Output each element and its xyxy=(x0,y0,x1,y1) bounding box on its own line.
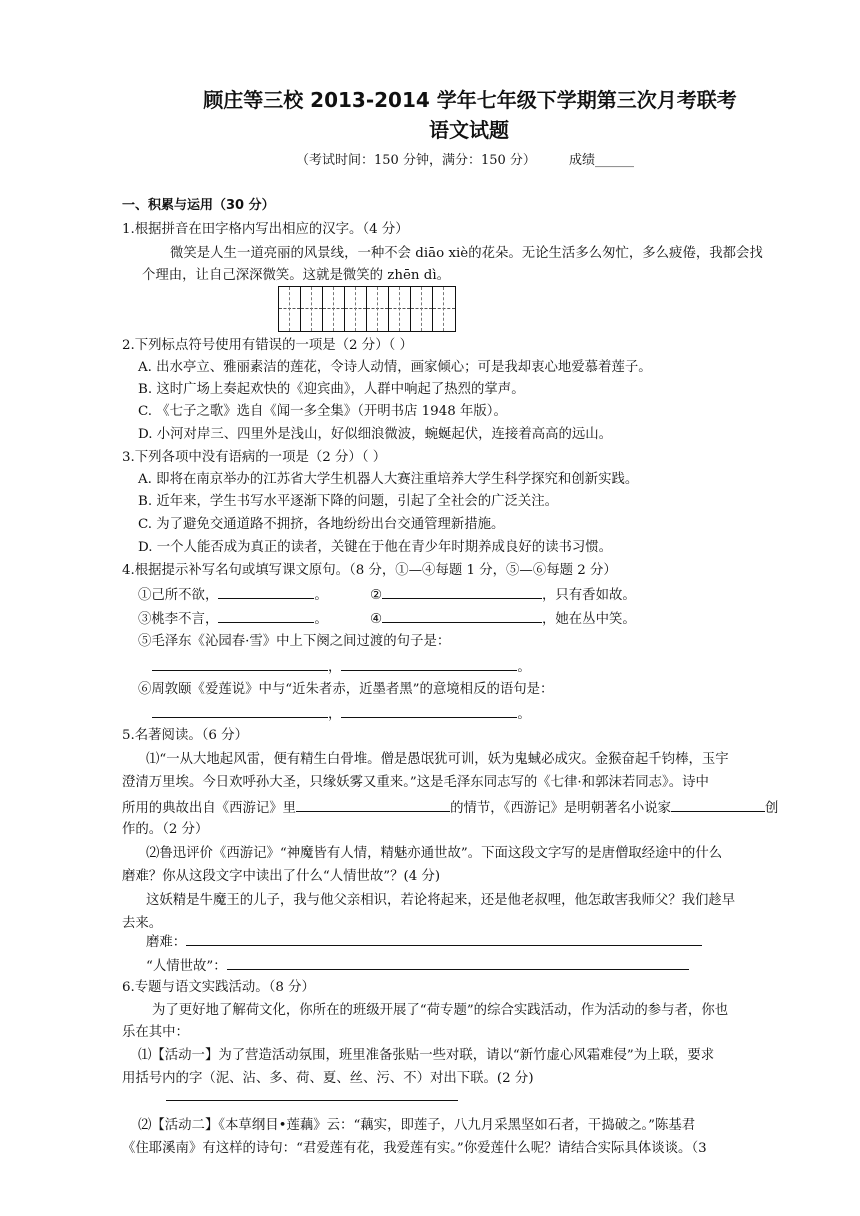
grid-cell[interactable] xyxy=(301,287,323,331)
fill-punct: 。 xyxy=(517,707,531,722)
answer-blank[interactable] xyxy=(671,797,765,812)
option-d: D. 一个人能否成为真正的读者，关键在于他在青少年时期养成良好的读书习惯。 xyxy=(138,540,613,555)
answer-blank[interactable] xyxy=(341,656,517,671)
answer-blank[interactable] xyxy=(218,608,314,623)
answer-label: “人情世故”： xyxy=(146,959,227,974)
fill-item-6-blanks xyxy=(152,703,852,725)
option-d: D. 小河对岸三、四里外是浅山，好似细浪微波，蜿蜒起伏，连接着高高的远山。 xyxy=(138,427,613,442)
exam-info: （考试时间：150 分钟，满分：150 分） 成绩______ xyxy=(296,153,634,168)
passage-line: ⑵鲁迅评价《西游记》“神魔皆有人情，精魅亦通世故”。下面这段文字写的是唐僧取经途中的什么 xyxy=(146,846,723,861)
fill-prompt: ①己所不欲， xyxy=(138,588,219,603)
fill-prompt: ③桃李不言， xyxy=(138,612,219,627)
option-c: C. 为了避免交通道路不拥挤，各地纷纷出台交通管理新措施。 xyxy=(138,517,505,532)
passage-line: 作的。（2 分） xyxy=(122,822,209,837)
fill-punct: 。 xyxy=(517,660,531,675)
activity-intro: 乐在其中： xyxy=(122,1025,189,1040)
activity-1: 用括号内的字（泥、沾、多、荷、夏、丝、污、不）对出下联。(2 分) xyxy=(122,1071,534,1086)
grid-cell[interactable] xyxy=(389,287,411,331)
exam-title: 顾庄等三校 2013-2014 学年七年级下学期第三次月考联考 xyxy=(203,88,737,112)
answer-line[interactable] xyxy=(227,955,689,970)
passage-line: 澄清万里埃。今日欢呼孙大圣，只缘妖雾又重来。”这是毛泽东同志写的《七律·和郭沫若同志》。诗中 xyxy=(122,775,709,790)
question-2-stem: 2.下列标点符号使用有错误的一项是（2 分）（ ） xyxy=(122,338,413,353)
question-6-stem: 6.专题与语文实践活动。（8 分） xyxy=(122,980,315,995)
section-heading: 一、积累与运用（30 分） xyxy=(122,198,275,213)
fill-item-5-blanks xyxy=(152,656,852,678)
option-a: A. 即将在南京举办的江苏省大学生机器人大赛注重培养大学生科学探究和创新实践。 xyxy=(138,472,639,487)
passage-line xyxy=(122,797,822,819)
option-b: B. 这时广场上奏起欢快的《迎宾曲》，人群中响起了热烈的掌声。 xyxy=(138,382,525,397)
passage-text: 所用的典故出自《西游记》里 xyxy=(122,801,297,816)
exam-subject: 语文试题 xyxy=(429,118,509,142)
answer-blank[interactable] xyxy=(152,656,328,671)
option-a: A. 出水亭立、雅丽素洁的莲花，令诗人动情，画家倾心；可是我却衷心地爱慕着莲子。 xyxy=(138,360,652,375)
fill-punct: 。 xyxy=(314,588,328,603)
quoted-passage: 这妖精是牛魔王的儿子，我与他父亲相识，若论将起来，还是他老叔哩，他怎敢害我师父？我们趁早 xyxy=(146,893,736,908)
answer-row-renqing xyxy=(146,955,846,977)
grid-cell[interactable] xyxy=(433,287,455,331)
answer-blank[interactable] xyxy=(218,584,314,599)
fill-suffix: ，只有香如故。 xyxy=(542,588,636,603)
fill-item-2 xyxy=(370,584,860,606)
answer-blank[interactable] xyxy=(296,797,450,812)
fill-item-4 xyxy=(370,608,860,630)
grid-cell[interactable] xyxy=(323,287,345,331)
answer-label: 磨难： xyxy=(146,935,187,950)
answer-blank[interactable] xyxy=(152,703,328,718)
passage-text: 的情节，《西游记》是明朝著名小说家 xyxy=(450,801,672,816)
grid-cell[interactable] xyxy=(367,287,389,331)
fill-punct: 。 xyxy=(314,612,328,627)
question-5-stem: 5.名著阅读。（6 分） xyxy=(122,728,248,743)
fill-prompt: ② xyxy=(370,588,383,603)
character-grid[interactable] xyxy=(278,286,456,332)
question-3-stem: 3.下列各项中没有语病的一项是（2 分）（ ） xyxy=(122,450,387,465)
activity-intro: 为了更好地了解荷文化，你所在的班级开展了“荷专题”的综合实践活动，作为活动的参与者，你也 xyxy=(152,1003,729,1018)
grid-cell[interactable] xyxy=(279,287,301,331)
fill-item-6: ⑥周敦颐《爱莲说》中与“近朱者赤，近墨者黑”的意境相反的语句是： xyxy=(138,682,554,697)
quoted-passage: 去来。 xyxy=(122,916,163,931)
answer-row-monan xyxy=(146,931,846,953)
answer-line[interactable] xyxy=(186,931,702,946)
question-1-text: 个理由，让自己深深微笑。这就是微笑的 zhēn dì。 xyxy=(142,268,451,283)
fill-punct: ， xyxy=(328,660,342,675)
answer-blank[interactable] xyxy=(382,584,542,599)
activity-2: ⑵【活动二】《本草纲目•莲藕》云：“藕实，即莲子，八九月采黑坚如石者，干捣破之。”陈基君 xyxy=(138,1118,696,1133)
question-4-stem: 4.根据提示补写名句或填写课文原句。（8 分，①—④每题 1 分，⑤—⑥每题 2 分） xyxy=(122,563,617,578)
passage-line: 磨难？你从这段文字中读出了什么“人情世故”？(4 分) xyxy=(122,869,441,884)
fill-prompt: ④ xyxy=(370,612,383,627)
activity-2: 《住耶溪南》有这样的诗句：“君爱莲有花，我爱莲有实。”你爱莲什么呢？请结合实际具体谈谈。（3 xyxy=(122,1141,707,1156)
question-1-stem: 1.根据拼音在田字格内写出相应的汉字。（4 分） xyxy=(122,222,409,237)
passage-text: 创 xyxy=(765,801,779,816)
answer-blank[interactable] xyxy=(382,608,542,623)
answer-blank[interactable] xyxy=(341,703,517,718)
fill-punct: ， xyxy=(328,707,342,722)
activity-1: ⑴【活动一】为了营造活动氛围，班里准备张贴一些对联，请以“新竹虚心风霜难侵”为上联，要求 xyxy=(138,1048,715,1063)
fill-suffix: ，她在丛中笑。 xyxy=(542,612,636,627)
option-b: B. 近年来，学生书写水平逐渐下降的问题，引起了全社会的广泛关注。 xyxy=(138,494,559,509)
grid-cell[interactable] xyxy=(345,287,367,331)
option-c: C. 《七子之歌》选自《闻一多全集》（开明书店 1948 年版）。 xyxy=(138,404,507,419)
fill-item-5: ⑤毛泽东《沁园春·雪》中上下阕之间过渡的句子是： xyxy=(138,634,451,649)
answer-line[interactable] xyxy=(166,1100,458,1101)
passage-line: ⑴“一从大地起风雷，便有精生白骨堆。僧是愚氓犹可训，妖为鬼蜮必成灾。金猴奋起千钧棒，玉宇 xyxy=(146,752,729,767)
grid-cell[interactable] xyxy=(411,287,433,331)
question-1-text: 微笑是人生一道亮丽的风景线，一种不会 diāo xiè的花朵。无论生活多么匆忙，多么疲倦，我都会找 xyxy=(170,246,763,261)
